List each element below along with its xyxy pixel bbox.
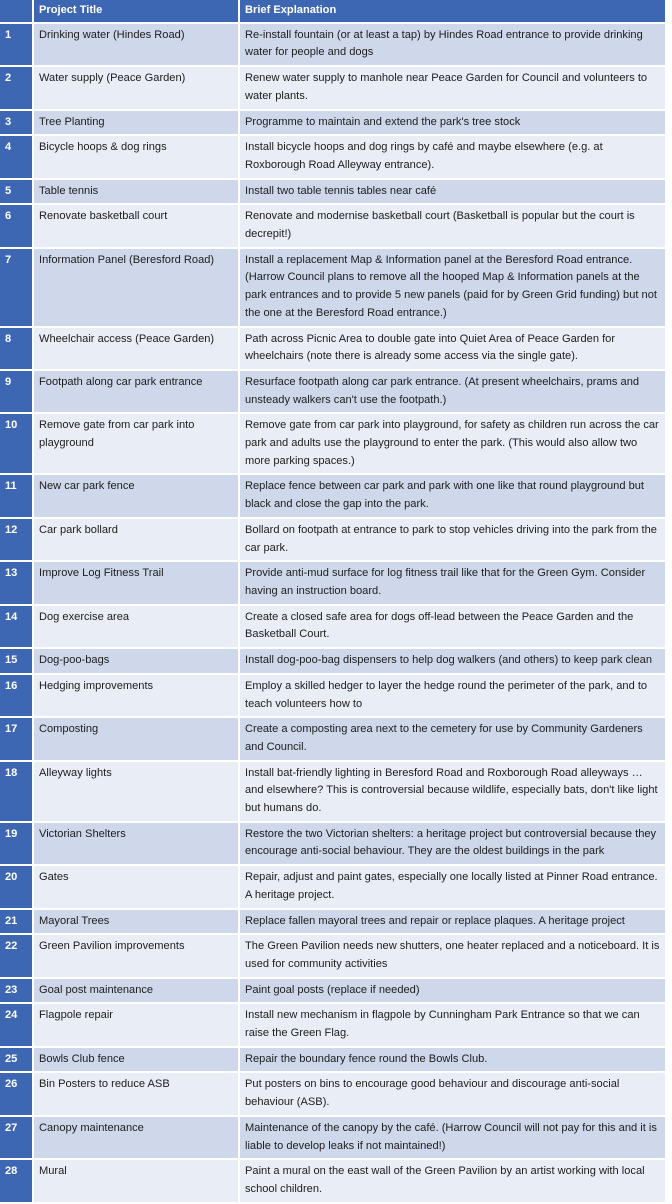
brief-explanation: Repair the boundary fence round the Bowls Club. — [240, 1048, 667, 1074]
project-title: Mayoral Trees — [34, 910, 240, 936]
table-row — [0, 979, 667, 1005]
project-title: Car park bollard — [34, 519, 240, 562]
brief-explanation: Resurface footpath along car park entrance. (At present wheelchairs, prams and unsteady walkers can't use the footpath.) — [240, 371, 667, 414]
project-title: Renovate basketball court — [34, 205, 240, 248]
brief-explanation: Paint a mural on the east wall of the Green Pavilion by an artist working with local school children. — [240, 1160, 667, 1203]
brief-explanation: The Green Pavilion needs new shutters, one heater replaced and a noticeboard. It is used for community activities — [240, 935, 667, 978]
table-row — [0, 935, 667, 978]
header-brief-explanation: Brief Explanation — [240, 0, 667, 24]
row-number: 20 — [0, 866, 34, 909]
table-row — [0, 328, 667, 371]
row-number: 19 — [0, 823, 34, 866]
brief-explanation: Restore the two Victorian shelters: a heritage project but controversial because they encourage anti-social behaviour. They are the oldest buildings in the park — [240, 823, 667, 866]
row-number: 11 — [0, 475, 34, 518]
project-title: Drinking water (Hindes Road) — [34, 24, 240, 67]
project-title: New car park fence — [34, 475, 240, 518]
brief-explanation: Install a replacement Map & Information panel at the Beresford Road entrance. (Harrow Council plans to remove all the hooped Map & Information panels at the park entrances and to provide 5 new panels (paid for by Green Grid funding) but not the one at the Beresford Road entrance.) — [240, 249, 667, 328]
project-title: Bowls Club fence — [34, 1048, 240, 1074]
table-row — [0, 249, 667, 328]
brief-explanation: Renew water supply to manhole near Peace Garden for Council and volunteers to water plants. — [240, 67, 667, 110]
table-row — [0, 675, 667, 718]
brief-explanation: Paint goal posts (replace if needed) — [240, 979, 667, 1005]
project-title: Dog exercise area — [34, 606, 240, 649]
table-row — [0, 562, 667, 605]
project-title: Improve Log Fitness Trail — [34, 562, 240, 605]
table-row — [0, 649, 667, 675]
table-row — [0, 1073, 667, 1116]
brief-explanation: Create a closed safe area for dogs off-lead between the Peace Garden and the Basketball Court. — [240, 606, 667, 649]
brief-explanation: Provide anti-mud surface for log fitness trail like that for the Green Gym. Consider having an instruction board. — [240, 562, 667, 605]
row-number: 18 — [0, 762, 34, 823]
brief-explanation: Replace fence between car park and park with one like that round playground but black and close the gap into the park. — [240, 475, 667, 518]
row-number: 21 — [0, 910, 34, 936]
brief-explanation: Create a composting area next to the cemetery for use by Community Gardeners and Council. — [240, 718, 667, 761]
row-number: 7 — [0, 249, 34, 328]
brief-explanation: Install new mechanism in flagpole by Cunningham Park Entrance so that we can raise the Green Flag. — [240, 1004, 667, 1047]
table-row — [0, 1004, 667, 1047]
project-title: Composting — [34, 718, 240, 761]
table-row — [0, 1048, 667, 1074]
header-row — [0, 0, 667, 24]
table-row — [0, 718, 667, 761]
project-title: Victorian Shelters — [34, 823, 240, 866]
row-number: 25 — [0, 1048, 34, 1074]
row-number: 28 — [0, 1160, 34, 1203]
brief-explanation: Install dog-poo-bag dispensers to help dog walkers (and others) to keep park clean — [240, 649, 667, 675]
brief-explanation: Replace fallen mayoral trees and repair or replace plaques. A heritage project — [240, 910, 667, 936]
brief-explanation: Employ a skilled hedger to layer the hedge round the perimeter of the park, and to teach volunteers how to — [240, 675, 667, 718]
brief-explanation: Programme to maintain and extend the park's tree stock — [240, 111, 667, 137]
brief-explanation: Re-install fountain (or at least a tap) by Hindes Road entrance to provide drinking water for people and dogs — [240, 24, 667, 67]
brief-explanation: Remove gate from car park into playground, for safety as children run across the car park and adults use the playground to enter the park. (This would also allow two more parking spaces.) — [240, 414, 667, 475]
table-row — [0, 136, 667, 179]
row-number: 24 — [0, 1004, 34, 1047]
row-number: 2 — [0, 67, 34, 110]
brief-explanation: Renovate and modernise basketball court (Basketball is popular but the court is decrepit!) — [240, 205, 667, 248]
project-title: Footpath along car park entrance — [34, 371, 240, 414]
table-row — [0, 67, 667, 110]
row-number: 26 — [0, 1073, 34, 1116]
row-number: 12 — [0, 519, 34, 562]
row-number: 14 — [0, 606, 34, 649]
project-title: Goal post maintenance — [34, 979, 240, 1005]
row-number: 16 — [0, 675, 34, 718]
project-title: Bicycle hoops & dog rings — [34, 136, 240, 179]
table-row — [0, 1117, 667, 1160]
project-title: Alleyway lights — [34, 762, 240, 823]
row-number: 10 — [0, 414, 34, 475]
project-title: Mural — [34, 1160, 240, 1203]
project-title: Wheelchair access (Peace Garden) — [34, 328, 240, 371]
project-title: Canopy maintenance — [34, 1117, 240, 1160]
table-row — [0, 866, 667, 909]
row-number: 15 — [0, 649, 34, 675]
project-title: Bin Posters to reduce ASB — [34, 1073, 240, 1116]
brief-explanation: Put posters on bins to encourage good behaviour and discourage anti-social behaviour (ASB). — [240, 1073, 667, 1116]
table-row — [0, 910, 667, 936]
table-row — [0, 24, 667, 67]
project-title: Tree Planting — [34, 111, 240, 137]
table-row — [0, 1160, 667, 1203]
row-number: 22 — [0, 935, 34, 978]
brief-explanation: Path across Picnic Area to double gate into Quiet Area of Peace Garden for wheelchairs (note there is already some access via the single gate). — [240, 328, 667, 371]
table-row — [0, 519, 667, 562]
project-title: Information Panel (Beresford Road) — [34, 249, 240, 328]
brief-explanation: Bollard on footpath at entrance to park to stop vehicles driving into the park from the car park. — [240, 519, 667, 562]
project-title: Water supply (Peace Garden) — [34, 67, 240, 110]
project-title: Hedging improvements — [34, 675, 240, 718]
row-number: 6 — [0, 205, 34, 248]
project-title: Dog-poo-bags — [34, 649, 240, 675]
brief-explanation: Maintenance of the canopy by the café. (Harrow Council will not pay for this and it is liable to develop leaks if not maintained!) — [240, 1117, 667, 1160]
project-title: Gates — [34, 866, 240, 909]
brief-explanation: Install two table tennis tables near café — [240, 180, 667, 206]
table-row — [0, 823, 667, 866]
brief-explanation: Repair, adjust and paint gates, especially one locally listed at Pinner Road entrance. A heritage project. — [240, 866, 667, 909]
table-row — [0, 371, 667, 414]
row-number: 17 — [0, 718, 34, 761]
project-title: Flagpole repair — [34, 1004, 240, 1047]
project-title: Remove gate from car park into playground — [34, 414, 240, 475]
table-row — [0, 606, 667, 649]
header-number — [0, 0, 34, 24]
table-row — [0, 414, 667, 475]
row-number: 5 — [0, 180, 34, 206]
row-number: 3 — [0, 111, 34, 137]
header-project-title: Project Title — [34, 0, 240, 24]
table-row — [0, 205, 667, 248]
row-number: 9 — [0, 371, 34, 414]
row-number: 1 — [0, 24, 34, 67]
row-number: 27 — [0, 1117, 34, 1160]
table-row — [0, 762, 667, 823]
table-row — [0, 475, 667, 518]
row-number: 8 — [0, 328, 34, 371]
table-row — [0, 111, 667, 137]
brief-explanation: Install bat-friendly lighting in Beresford Road and Roxborough Road alleyways …and elsewhere? This is controversial because wildlife, especially bats, don't like light but humans do. — [240, 762, 667, 823]
row-number: 4 — [0, 136, 34, 179]
brief-explanation: Install bicycle hoops and dog rings by café and maybe elsewhere (e.g. at Roxborough Road Alleyway entrance). — [240, 136, 667, 179]
project-title: Table tennis — [34, 180, 240, 206]
table-row — [0, 180, 667, 206]
row-number: 13 — [0, 562, 34, 605]
project-title: Green Pavilion improvements — [34, 935, 240, 978]
row-number: 23 — [0, 979, 34, 1005]
